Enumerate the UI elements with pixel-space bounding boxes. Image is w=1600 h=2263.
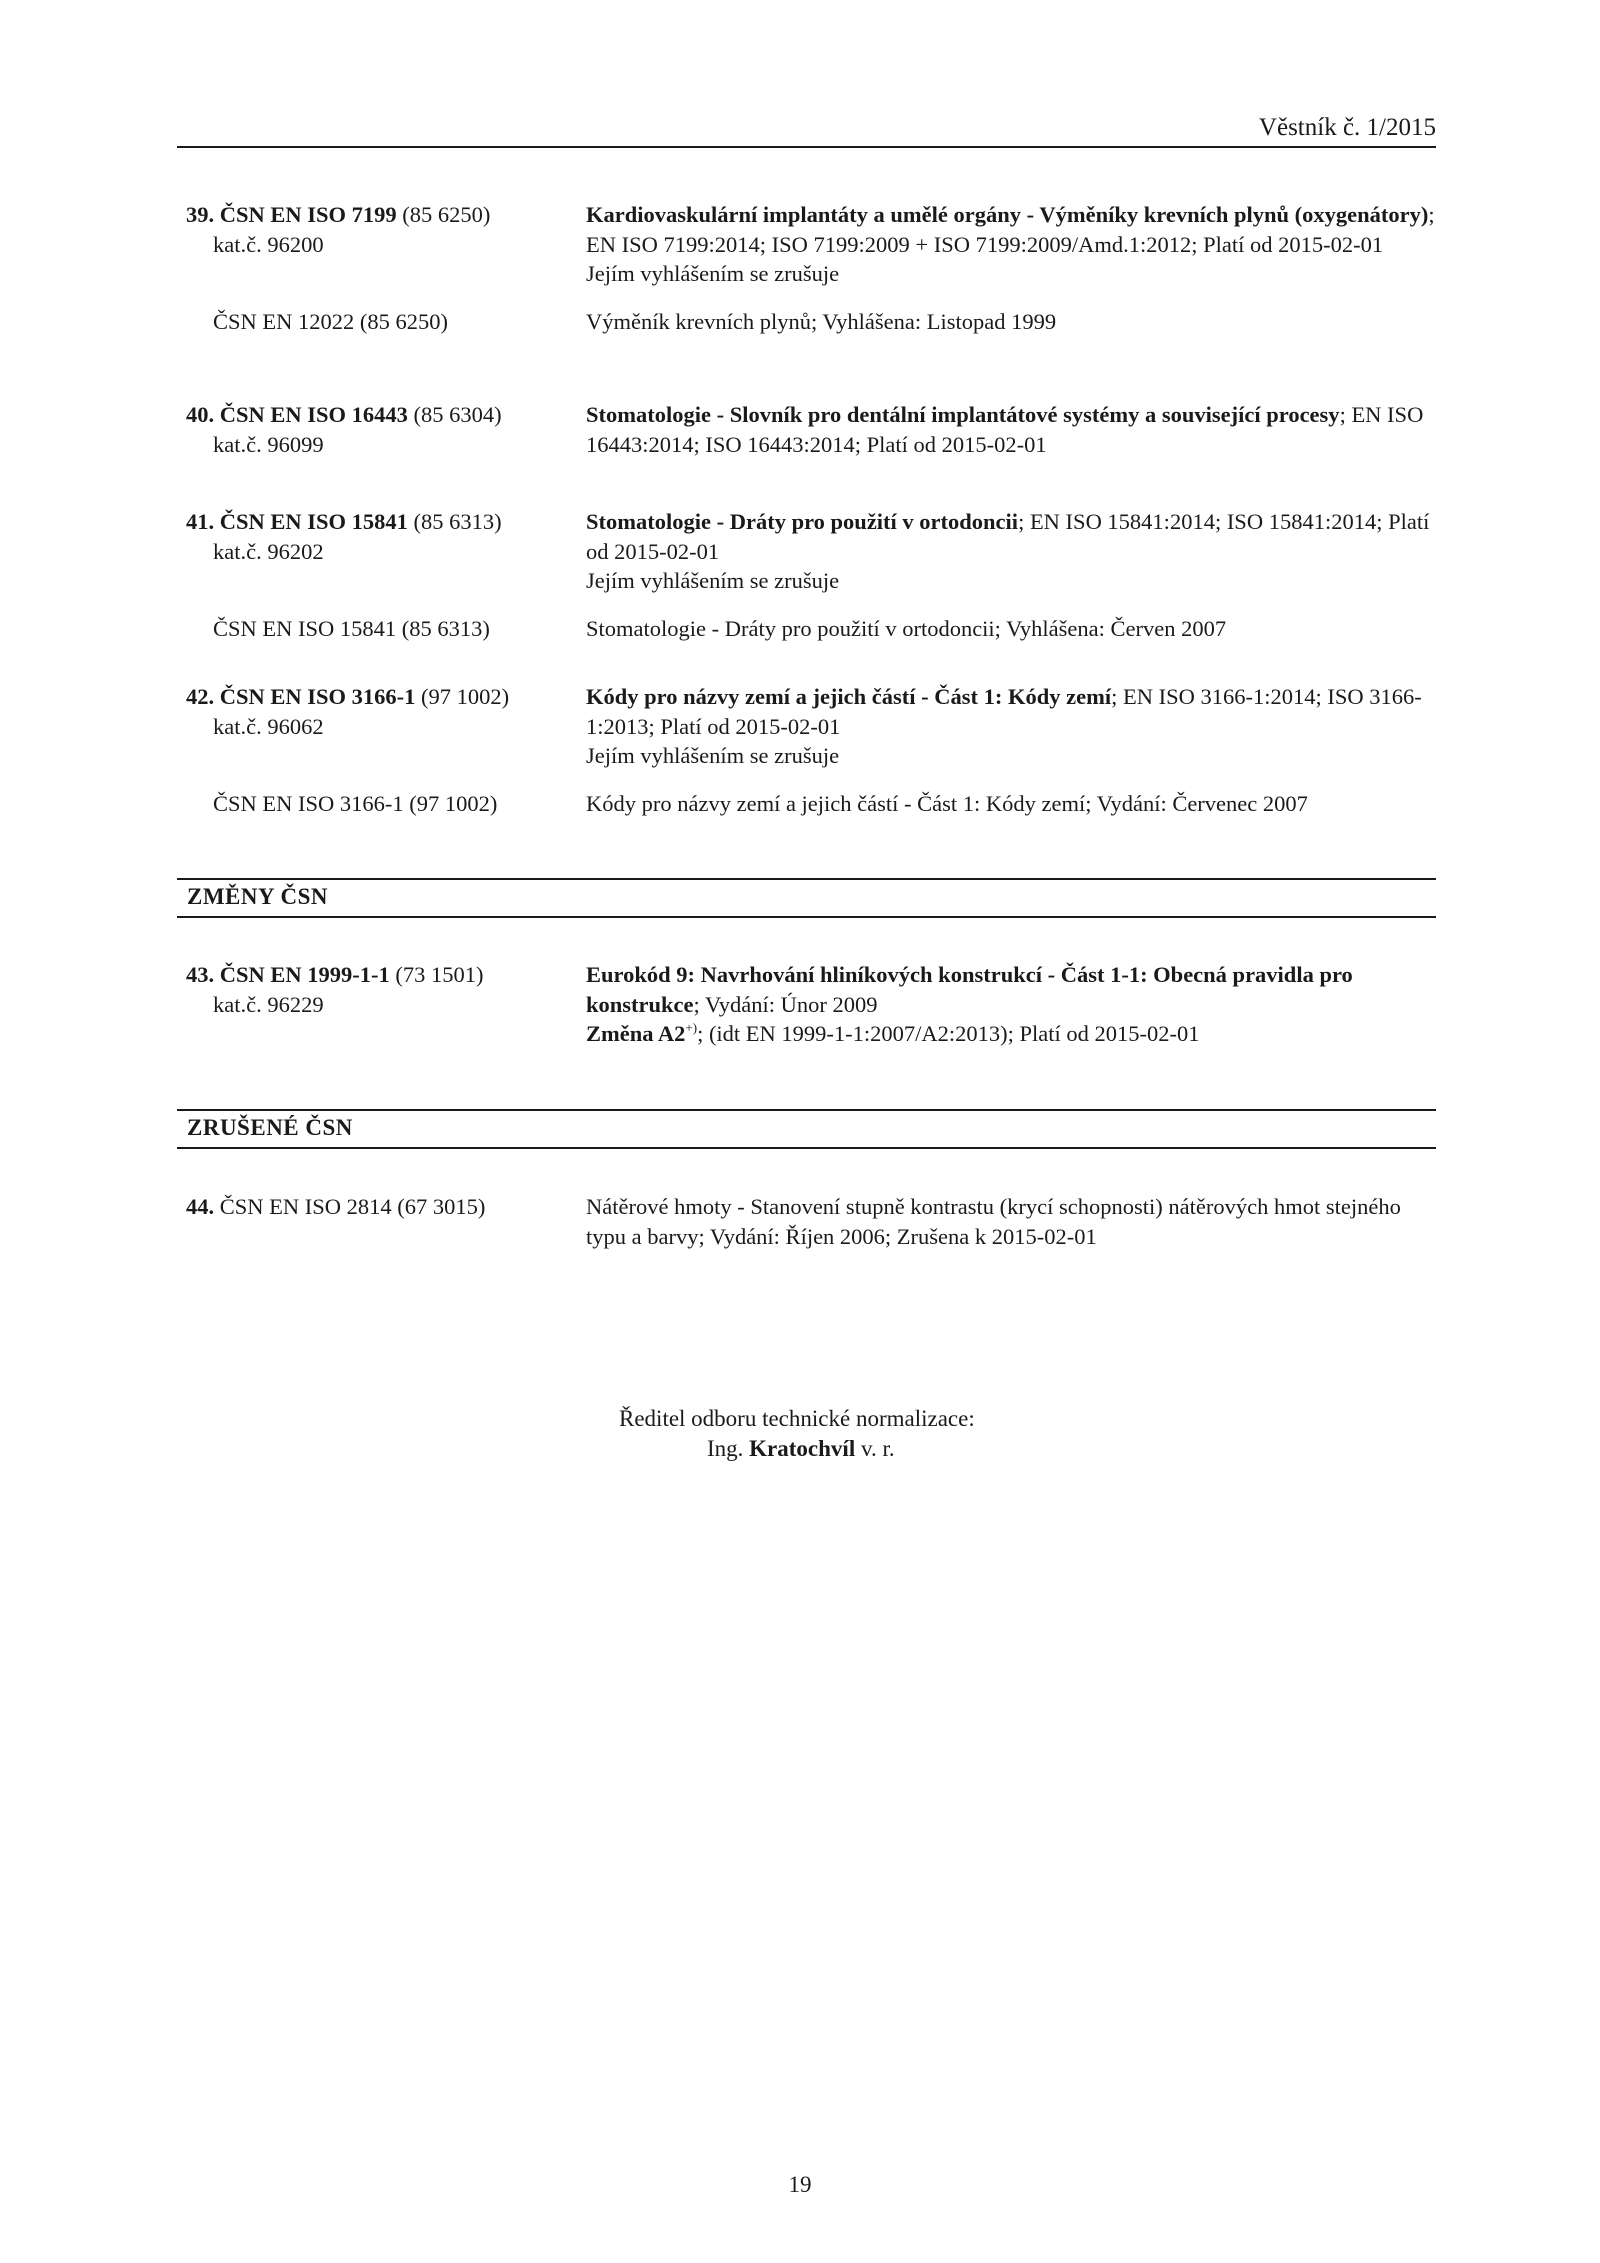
replaced-standard-code: ČSN EN 12022 (85 6250)	[213, 308, 448, 334]
entry-description: Stomatologie - Dráty pro použití v ortodoncii; EN ISO 15841:2014; ISO 15841:2014; Platí od 2015-02-01	[586, 509, 1430, 564]
entry-cancel-note: Jejím vyhlášením se zrušuje	[586, 568, 840, 593]
signature-name-line: Ing. Kratochvíl v. r.	[707, 1435, 895, 1461]
entry-catalog-number: kat.č. 96229	[213, 991, 324, 1017]
entry-catalog-number: kat.č. 96099	[213, 431, 324, 457]
entry-description: Nátěrové hmoty - Stanovení stupně kontrastu (krycí schopnosti) nátěrových hmot stejného typu a barvy; Vydání: Říjen 2006; Zrušena k 2015-02-01	[586, 1194, 1401, 1249]
section-title: ZRUŠENÉ ČSN	[187, 1115, 353, 1140]
entry-standard-code: 43. ČSN EN 1999-1-1 (73 1501)	[186, 962, 484, 987]
section-cancelled-header	[177, 1109, 1436, 1149]
entry-42	[186, 682, 1436, 818]
entry-standard-code: 41. ČSN EN ISO 15841 (85 6313)	[186, 509, 502, 534]
signature-role: Ředitel odboru technické normalizace:	[619, 1406, 975, 1431]
entry-cancel-note: Jejím vyhlášením se zrušuje	[586, 261, 840, 286]
entry-description: Stomatologie - Slovník pro dentální implantátové systémy a související procesy; EN ISO 16443:2014; ISO 16443:2014; Platí od 2015-02-01	[586, 402, 1424, 457]
section-title: ZMĚNY ČSN	[187, 884, 329, 909]
entry-43	[186, 960, 1436, 1049]
replaced-standard-text: Výměník krevních plynů; Vyhlášena: Listopad 1999	[586, 308, 1057, 334]
entry-catalog-number: kat.č. 96202	[213, 538, 324, 564]
entry-catalog-number: kat.č. 96062	[213, 713, 324, 739]
bulletin-title: Věstník č. 1/2015	[1258, 114, 1436, 141]
replaced-standard-code: ČSN EN ISO 3166-1 (97 1002)	[213, 790, 498, 816]
entry-standard-code: 40. ČSN EN ISO 16443 (85 6304)	[186, 402, 502, 427]
replaced-standard-text: Stomatologie - Dráty pro použití v ortodoncii; Vyhlášena: Červen 2007	[586, 615, 1227, 641]
entry-44	[186, 1192, 1436, 1251]
entry-standard-code: 44. ČSN EN ISO 2814 (67 3015)	[186, 1194, 486, 1219]
entry-standard-code: 42. ČSN EN ISO 3166-1 (97 1002)	[186, 684, 510, 709]
entry-standard-code: 39. ČSN EN ISO 7199 (85 6250)	[186, 202, 491, 227]
entry-40	[186, 400, 1436, 459]
signature-block	[619, 1404, 975, 1463]
entry-description: Eurokód 9: Navrhování hliníkových konstrukcí - Část 1-1: Obecná pravidla pro konstrukce; Vydání: Únor 2009	[586, 962, 1353, 1017]
entry-39	[186, 200, 1436, 336]
replaced-standard-text: Kódy pro názvy zemí a jejich částí - Část 1: Kódy zemí; Vydání: Červenec 2007	[586, 790, 1308, 816]
entry-change-note: Změna A2+); (idt EN 1999-1-1:2007/A2:2013); Platí od 2015-02-01	[586, 1020, 1200, 1046]
entry-41	[186, 507, 1436, 643]
entry-catalog-number: kat.č. 96200	[213, 231, 324, 257]
page-number: 19	[788, 2172, 812, 2197]
entry-cancel-note: Jejím vyhlášením se zrušuje	[586, 743, 840, 768]
entry-description: Kardiovaskulární implantáty a umělé orgány - Výměníky krevních plynů (oxygenátory); EN ISO 7199:2014; ISO 7199:2009 + ISO 7199:2009/Amd.1:2012; Platí od 2015-02-01	[586, 202, 1435, 257]
entry-description: Kódy pro názvy zemí a jejich částí - Část 1: Kódy zemí; EN ISO 3166-1:2014; ISO 3166-1:2013; Platí od 2015-02-01	[586, 684, 1422, 739]
replaced-standard-code: ČSN EN ISO 15841 (85 6313)	[213, 615, 490, 641]
page-header	[177, 108, 1436, 148]
section-changes-header	[177, 878, 1436, 918]
